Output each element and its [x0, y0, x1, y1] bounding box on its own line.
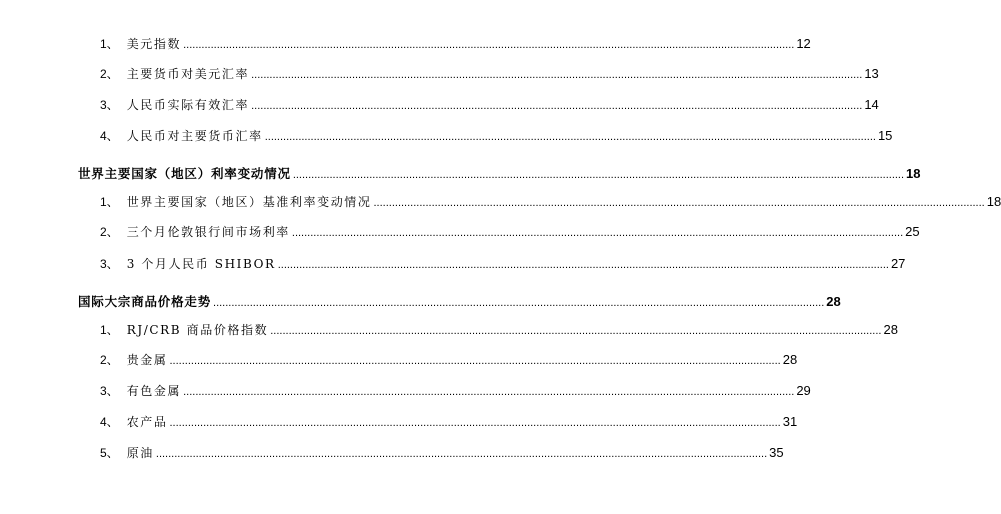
toc-entry-page: 15 — [877, 128, 893, 143]
toc-leader-dots: ........................................................................................................................................................................................................ — [292, 169, 905, 181]
toc-entry-number: 3、 — [100, 384, 119, 398]
toc-entry-page: 35 — [769, 445, 784, 460]
toc-entry-title: 人民币对主要货币汇率 — [126, 129, 263, 143]
toc-entry-title: 有色金属 — [126, 384, 182, 398]
toc-entry-rjcrb-index[interactable] — [100, 320, 898, 340]
toc-leader-dots: ........................................................................................................................................................................................................ — [251, 69, 863, 81]
toc-entry-major-currencies-vs-usd[interactable] — [100, 64, 879, 84]
toc-entry-title: 三个月伦敦银行间市场利率 — [126, 225, 290, 239]
toc-section-title: 世界主要国家（地区）利率变动情况 — [78, 166, 291, 181]
toc-entry-number: 3、 — [100, 98, 119, 112]
toc-entry-title: 贵金属 — [126, 353, 168, 367]
toc-entry-page: 13 — [864, 66, 879, 81]
toc-leader-dots: ........................................................................................................................................................................................................ — [213, 297, 825, 309]
toc-entry-shibor-3m[interactable] — [100, 254, 906, 274]
toc-leader-dots: ........................................................................................................................................................................................................ — [183, 386, 795, 398]
toc-entry-page: 14 — [864, 97, 879, 112]
toc-entry-page: 18 — [986, 194, 1001, 209]
toc-entry-number: 1、 — [100, 195, 119, 209]
toc-section-world-interest-rates[interactable] — [78, 164, 921, 184]
toc-entry-page: 28 — [826, 294, 841, 309]
toc-entry-title: 世界主要国家（地区）基准利率变动情况 — [126, 195, 372, 209]
toc-entry-benchmark-rates[interactable] — [100, 192, 1001, 212]
toc-entry-number: 4、 — [100, 129, 119, 143]
toc-leader-dots: ........................................................................................................................................................................................................ — [183, 39, 795, 51]
toc-entry-number: 1、 — [100, 323, 119, 337]
toc-entry-page: 18 — [906, 166, 921, 181]
toc-leader-dots: ........................................................................................................................................................................................................ — [373, 197, 985, 209]
toc-entry-page: 28 — [883, 322, 898, 337]
toc-entry-rmb-vs-major-currencies[interactable] — [100, 126, 893, 146]
toc-section-title: 国际大宗商品价格走势 — [78, 294, 212, 309]
toc-leader-dots: ........................................................................................................................................................................................................ — [270, 325, 882, 337]
toc-entry-number: 5、 — [100, 446, 119, 460]
toc-entry-title: 原油 — [126, 446, 154, 460]
toc-entry-page: 27 — [890, 256, 906, 271]
toc-entry-title: 人民币实际有效汇率 — [126, 98, 250, 112]
toc-entry-libor-3m[interactable] — [100, 222, 920, 242]
toc-entry-title: 农产品 — [126, 415, 168, 429]
toc-entry-title: 3 个月人民币 SHIBOR — [126, 257, 276, 271]
toc-entry-page: 29 — [796, 383, 811, 398]
toc-entry-page: 28 — [782, 352, 798, 367]
toc-entry-number: 3、 — [100, 257, 119, 271]
toc-entry-crude-oil[interactable] — [100, 443, 784, 463]
toc-entry-title: 主要货币对美元汇率 — [126, 67, 250, 81]
toc-entry-page: 25 — [905, 224, 920, 239]
toc-entry-title: 美元指数 — [126, 37, 182, 51]
toc-entry-number: 2、 — [100, 67, 119, 81]
toc-leader-dots: ........................................................................................................................................................................................................ — [155, 448, 768, 460]
toc-entry-rmb-reer[interactable] — [100, 95, 879, 115]
toc-leader-dots: ........................................................................................................................................................................................................ — [169, 355, 781, 367]
toc-entry-nonferrous-metals[interactable] — [100, 381, 811, 401]
toc-leader-dots: ........................................................................................................................................................................................................ — [169, 417, 781, 429]
toc-section-commodity-prices[interactable] — [78, 292, 841, 312]
toc-entry-precious-metals[interactable] — [100, 350, 798, 370]
toc-entry-page: 31 — [782, 414, 798, 429]
toc-entry-agricultural-products[interactable] — [100, 412, 798, 432]
toc-entry-page: 12 — [796, 36, 811, 51]
toc-leader-dots: ........................................................................................................................................................................................................ — [251, 100, 863, 112]
toc-entry-number: 2、 — [100, 353, 119, 367]
toc-entry-number: 4、 — [100, 415, 119, 429]
toc-leader-dots: ........................................................................................................................................................................................................ — [264, 131, 876, 143]
toc-entry-title: RJ/CRB 商品价格指数 — [126, 323, 269, 337]
toc-entry-number: 1、 — [100, 37, 119, 51]
toc-entry-usd-index[interactable] — [100, 34, 811, 54]
toc-leader-dots: ........................................................................................................................................................................................................ — [277, 259, 889, 271]
toc-entry-number: 2、 — [100, 225, 119, 239]
toc-leader-dots: ........................................................................................................................................................................................................ — [291, 227, 904, 239]
